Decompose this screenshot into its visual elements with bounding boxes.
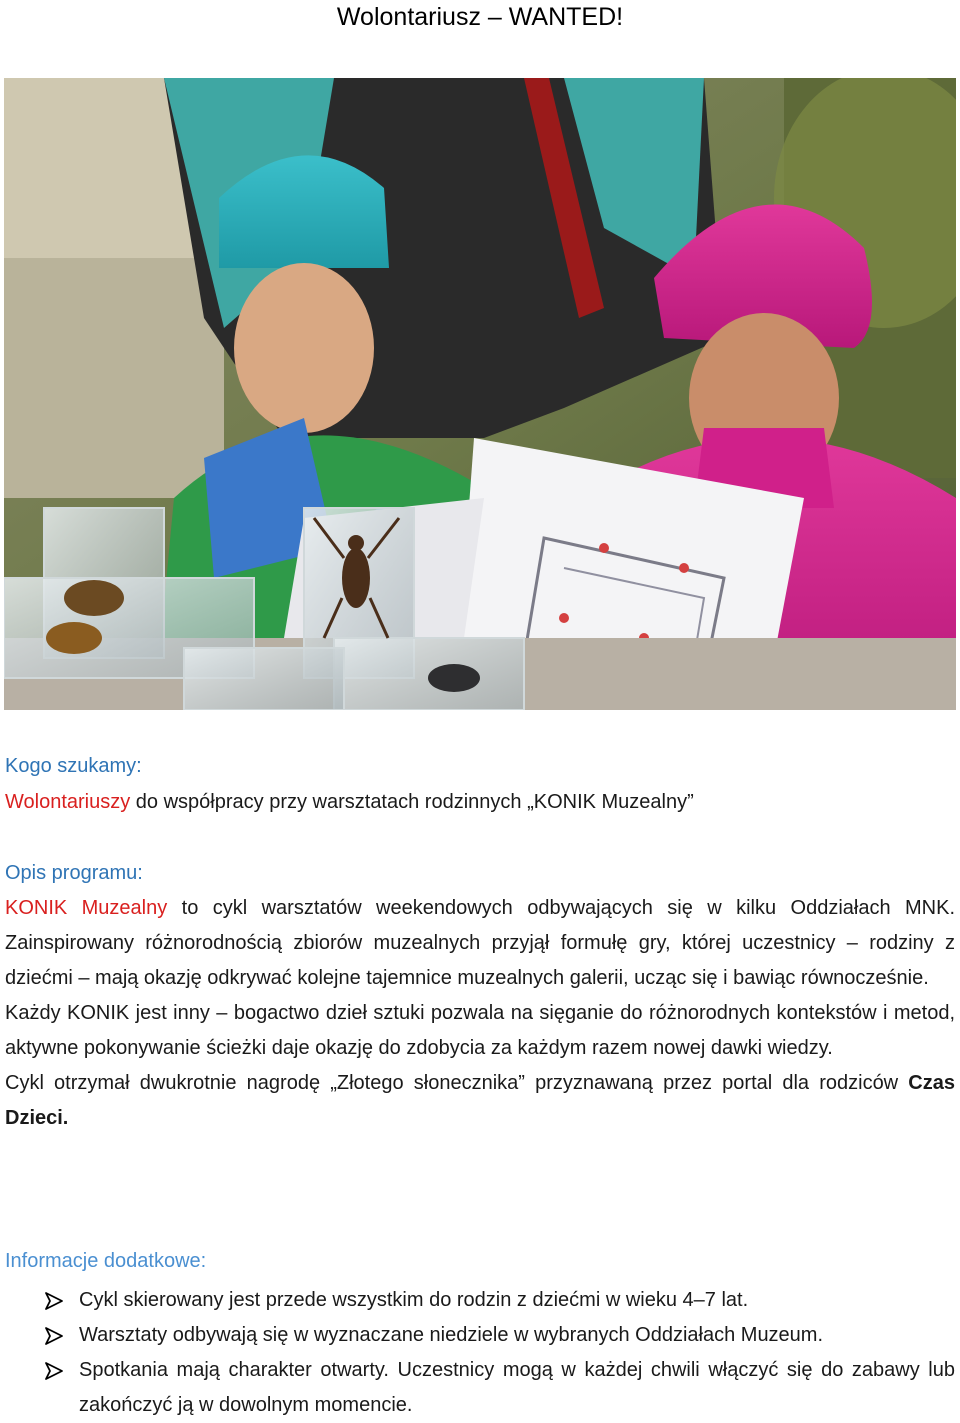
who-text [5,789,955,815]
page-title: Wolontariusz – WANTED! [336,3,624,31]
list-item [5,1283,955,1318]
program-highlight: KONIK Muzealny [5,897,168,919]
program-paragraph-1 [5,891,955,996]
who-heading: Kogo szukamy: [5,755,142,777]
program-p1-rest: to cykl warsztatów weekendowych odbywających się w kilku Oddziałach MNK. Zainspirowany różnorodnością zbiorów muzealnych przyjął formułę gry, której uczestnicy – rodziny z dziećmi – mają okazję odkrywać kolejne tajemnice muzealnych galerii, ucząc się i bawiąc równocześnie. [5,897,955,989]
arrowhead-bullet-icon [45,1362,63,1380]
program-paragraph-2: Każdy KONIK jest inny – bogactwo dzieł sztuki pozwala na sięganie do różnorodnych kontekstów i metod, aktywne pokonywanie ścieżki daje okazję do zdobycia za każdym razem nowej dawki wiedzy. [5,1002,955,1059]
list-item [5,1318,955,1353]
who-rest: do współpracy przy warsztatach rodzinnych „KONIK Muzealny” [130,791,694,813]
program-heading: Opis programu: [5,862,143,884]
program-p3-bold: Czas Dzieci. [5,1072,955,1129]
arrowhead-bullet-icon [45,1327,63,1345]
list-item-text: Cykl skierowany jest przede wszystkim do rodzin z dziećmi w wieku 4–7 lat. [79,1289,749,1311]
info-list [5,1283,955,1423]
program-paragraph-3 [5,1066,955,1136]
list-item [5,1353,955,1423]
section-info [5,1248,955,1423]
list-item-text: Warsztaty odbywają się w wyznaczane niedziele w wybranych Oddziałach Muzeum. [79,1324,824,1346]
arrowhead-bullet-icon [45,1292,63,1310]
info-heading: Informacje dodatkowe: [5,1250,207,1272]
list-item-text: Spotkania mają charakter otwarty. Uczestnicy mogą w każdej chwili włączyć się do zabawy lub zakończyć ją w dowolnym momencie. [79,1359,955,1416]
program-p3-text: Cykl otrzymał dwukrotnie nagrodę „Złotego słonecznika” przyznawaną przez portal dla rodziców [5,1072,909,1094]
section-program [5,860,955,1136]
section-who [5,753,955,815]
hero-photo [4,78,956,710]
who-highlight: Wolontariuszy [5,791,131,813]
